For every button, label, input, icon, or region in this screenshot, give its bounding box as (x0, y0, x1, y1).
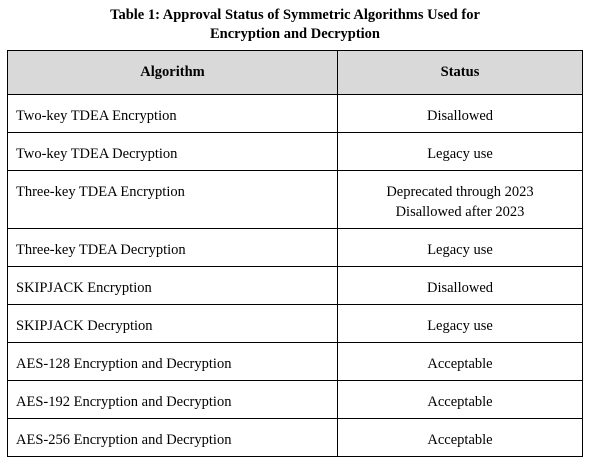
status-cell (338, 95, 583, 133)
algorithm-cell: Three-key TDEA Decryption (8, 229, 338, 267)
table-row (8, 95, 583, 133)
table-row (8, 229, 583, 267)
algorithm-cell: AES-128 Encryption and Decryption (8, 343, 338, 381)
caption-line-2: Encryption and Decryption (210, 26, 380, 42)
status-text: Deprecated through 2023 (386, 184, 534, 200)
status-cell (338, 171, 583, 229)
algorithm-cell: Two-key TDEA Decryption (8, 133, 338, 171)
algorithm-cell: SKIPJACK Encryption (8, 267, 338, 305)
status-text: Legacy use (427, 318, 493, 334)
table-row (8, 171, 583, 229)
column-header-status: Status (338, 51, 583, 95)
caption-line-1: Table 1: Approval Status of Symmetric Algorithms Used for (110, 7, 480, 23)
algorithm-cell: SKIPJACK Decryption (8, 305, 338, 343)
status-cell (338, 267, 583, 305)
status-cell (338, 305, 583, 343)
table-row (8, 305, 583, 343)
status-cell (338, 133, 583, 171)
status-text: Legacy use (427, 146, 493, 162)
status-cell (338, 419, 583, 457)
table-row (8, 133, 583, 171)
status-cell (338, 343, 583, 381)
status-text: Legacy use (427, 242, 493, 258)
algorithm-cell: Two-key TDEA Encryption (8, 95, 338, 133)
table-row (8, 419, 583, 457)
approval-status-table (7, 50, 583, 457)
table-row (8, 381, 583, 419)
status-text: Disallowed (426, 280, 494, 296)
algorithm-cell: AES-192 Encryption and Decryption (8, 381, 338, 419)
column-header-algorithm: Algorithm (8, 51, 338, 95)
table-body (8, 95, 583, 457)
table-row (8, 267, 583, 305)
status-text: Disallowed (426, 108, 494, 124)
status-cell (338, 381, 583, 419)
table-row (8, 343, 583, 381)
status-text: Acceptable (427, 432, 493, 448)
status-cell (338, 229, 583, 267)
status-text: Acceptable (427, 356, 493, 372)
table-caption (0, 6, 590, 44)
status-text: Disallowed after 2023 (395, 204, 525, 220)
status-text: Acceptable (427, 394, 493, 410)
table-header-row (8, 51, 583, 95)
algorithm-cell: Three-key TDEA Encryption (8, 171, 338, 229)
algorithm-cell: AES-256 Encryption and Decryption (8, 419, 338, 457)
